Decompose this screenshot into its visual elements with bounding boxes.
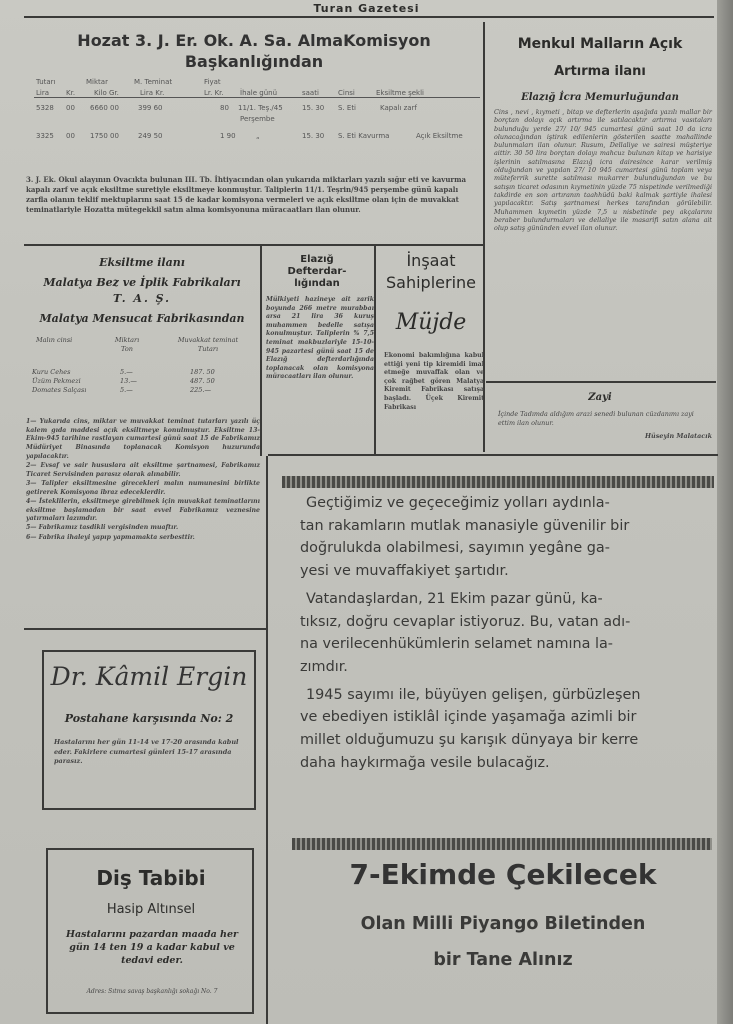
menkul-body: Cins , nevi , kıymeti , bitap ve defterlerin aşağıda yazılı mallar bir borçtan dolayı açık artırma ile satılacaktır artırma vasıtaları bulunduğu yerde 27/ 10/ 945 cumartesi günü saat 10 da icra olunacağından iştirak edilenlerin gösterilen saatte mahallinde bulunmaları ilan olunur. Rusum, Dellaliye ve sairesi müşteriye aittir. 30 50 lira borçtan dolayı mahcuz bulunan kitap ve harisiye işlerinin satılmasına Elazığ icra dairesince karar verilmiş olduğundan ve yapılan 27/ 10 945 cumartesi günü toplam veya müteferrik surette satılması mukarrer bulunduğundan ve bu satışın ticaret odasının kıymetinin yüzde 75 nispetinde verilmediği takdirde en son artıranın taahhüdü baki kalmak şartiyle ihalesi yapılacaktır. Satış şartnamesi herkes tarafından görülebilir. Muhammen kıymetin yüzde 7,5 u nisbetinde pey akçalarını beraber bulundurmaları ve dellaliye ile masarifi satın alana ait olup satış gününden evvel ilan olunur. <box>494 108 712 233</box>
table-cell: 13.— <box>120 377 137 385</box>
table-cell: 5.— <box>120 386 133 394</box>
census-line: doğrulukda olabilmesi, sayımın yegâne ga- <box>300 540 610 557</box>
table-header: Lira <box>36 89 50 97</box>
table-row <box>34 131 484 142</box>
hozat-bottom-rule <box>24 244 484 246</box>
table-cell: 225.— <box>190 386 211 394</box>
table-cell: „ <box>256 132 260 140</box>
top-rule <box>24 16 714 18</box>
table-cell: Açık Eksiltme <box>416 132 463 140</box>
table-cell: 487. 50 <box>190 377 215 385</box>
eksiltme-title: Eksiltme ilanı <box>99 256 185 269</box>
table-cell: 5.— <box>120 368 133 376</box>
eksiltme-paragraph: 2— Evsaf ve sair hususlara ait eksiltme şartnamesi, Fabrikamız Ticaret Servisinden parasız olarak alınabilir. <box>26 462 260 478</box>
census-line: tıksız, doğru cevaplar istiyoruz. Bu, vatan adı- <box>300 613 631 630</box>
piyango-headline: 7-Ekimde Çekilecek <box>349 858 657 891</box>
ad-dis-body: Hastalarını pazardan maada her gün 14 ten 19 a kadar kabul ve tedavi eder. <box>65 929 239 966</box>
table-row <box>34 114 484 125</box>
menkul-title: Menkul Malların Açık <box>517 36 683 52</box>
table-cell: 15. 30 <box>302 132 325 140</box>
piyango-line2: Olan Milli Piyango Biletinden <box>360 914 646 934</box>
table-cell: Perşembe <box>240 115 275 123</box>
table-header: Eksiltme şekli <box>376 89 425 97</box>
zayi-signature: Hüseyin Malatacık <box>645 432 712 440</box>
hozat-head-row2 <box>34 88 484 99</box>
census-paragraph-3 <box>300 684 714 775</box>
table-cell: 11/1. Teş./45 <box>238 104 283 112</box>
table-cell: 6660 00 <box>90 104 119 112</box>
table-header: M. Teminat <box>134 78 173 86</box>
eksiltme-paragraph: 1— Yukarıda cins, miktar ve muvakkat teminat tutarları yazılı üç kalem gıda maddesi açık eksiltmeye konulmuştur. Eksiltme 13-Ekim-945 tarihine rastlayan cumartesi günü saat 15 de Fabrikamız Müdüriyet Binasında toplanacak Komisyon huzurunda yapılacaktır. <box>26 418 260 460</box>
defterdar-title <box>262 254 372 290</box>
eksiltme-table-head <box>30 336 254 356</box>
page-edge-shadow <box>717 0 733 1024</box>
eksiltme-paragraph: 4— İsteklilerin, eksiltmeye girebilmek için muvakkat teminatlarını eksiltme başlamadan bir saat evvel Fabrikamız veznesine yatırmaları lazımdır. <box>26 497 260 523</box>
table-cell: 187. 50 <box>190 368 215 376</box>
menkul-subtitle: Artırma ilanı <box>554 64 646 79</box>
census-line: daha haykırmağa vesile bulacağız. <box>300 754 550 771</box>
defterdar-title-line1: Elazığ <box>300 254 334 265</box>
column-divider-def <box>374 246 376 456</box>
table-header: Lira Kr. <box>140 89 165 97</box>
table-cell: Domates Salçası <box>32 386 87 394</box>
insaat-title-line2: Sahiplerine <box>386 273 476 292</box>
census-paragraph-1 <box>300 492 714 583</box>
table-header: Miktar <box>86 78 108 86</box>
table-header: Muvakkat teminat Tutarı <box>177 336 239 353</box>
table-cell: 00 <box>66 104 75 112</box>
zayi-body: İçinde Tadımda aldığım arazi senedi bulunan cüzdanımı zayi ettim ilan olunur. <box>498 410 694 427</box>
table-cell: S. Eti Kavurma <box>338 132 390 140</box>
menkul-office: Elazığ İcra Memurluğundan <box>521 92 679 103</box>
mid-rule <box>268 454 718 456</box>
piyango-line3: bir Tane Alınız <box>433 950 573 970</box>
table-cell: 249 50 <box>138 132 163 140</box>
table-header: Cinsi <box>338 89 355 97</box>
table-header: Miktarı Ton <box>114 336 140 353</box>
masthead: Turan Gazetesi <box>313 2 420 15</box>
table-cell: Kuru Cehes <box>32 368 71 376</box>
table-header: İhale günü <box>240 89 278 97</box>
table-cell: 5328 <box>36 104 54 112</box>
ad-kamil-address: Postahane karşısında No: 2 <box>64 712 234 725</box>
insaat-title <box>378 250 484 294</box>
table-cell: Üzüm Pekmezi <box>32 377 81 385</box>
table-header: Tutarı <box>36 78 56 86</box>
census-line: Geçtiğimiz ve geçeceğimiz yolları aydınla- <box>306 495 610 511</box>
hozat-title-line1: Hozat 3. J. Er. Ok. A. Sa. AlmaKomisyon <box>77 31 431 50</box>
defterdar-title-line2: Defterdar- <box>287 266 347 277</box>
census-line: 1945 sayımı ile, büyüyen gelişen, gürbüzleşen <box>306 686 641 703</box>
eks-bottom-rule <box>24 628 266 630</box>
eksiltme-body <box>26 418 260 543</box>
census-line: zımdır. <box>300 658 348 675</box>
census-line: na verilecenhükümlerin selamet namına la- <box>300 636 614 653</box>
eksiltme-paragraph: 3— Talipler eksiltmesine girecekleri malın numunesini birlikte getirerek Komisyona ibraz edeceklerdir. <box>26 479 260 496</box>
census-line: yesi ve muvaffakiyet şartıdır. <box>300 563 509 580</box>
piyango-top-bar <box>292 838 712 850</box>
zayi-title: Zayi <box>588 392 612 403</box>
ad-dis-title: Diş Tabibi <box>96 866 206 890</box>
table-header: Kilo Gr. <box>94 89 119 97</box>
insaat-body: Ekonomi bakımlığına kabul ettiği yeni tip kiremidi imal etmeğe muvaffak olan ve çok rağbet gören Malatya Kiremit Fabrikası satışa başladı. Üçek Kiremit Fabrikası <box>384 352 484 411</box>
table-row <box>30 386 254 395</box>
hozat-table <box>34 77 484 142</box>
hozat-title <box>26 30 482 72</box>
hozat-body: 3. J. Ek. Okul alayının Ovacıkta bulunan III. Tb. İhtiyacından olan yukarıda miktarları yazılı sığır eti ve kavurma kapalı zarf ve açık eksiltme suretiyle eksiltmeye konmuştur. Taliplerin 11/1. Teşrin/945 perşembe günü kapalı zarfla olanın teklif mektuplarını saat 15 de kadar komisyona vermeleri ve açık eksiltme olan için de muvakkat teminatlariyle Hozatta mütegekkil satın alma komisyonuna müracaatları ilan olunur. <box>26 175 467 214</box>
eksiltme-company-type: T. A. Ş. <box>112 292 171 305</box>
eksiltme-table <box>30 336 254 395</box>
table-header: Malın cinsi <box>36 336 73 344</box>
column-divider-left <box>266 456 268 1024</box>
zayi-top-rule <box>486 381 716 383</box>
census-line: millet olduğumuzu şu karışık dünyaya bir kerre <box>300 732 639 749</box>
census-line: Vatandaşlardan, 21 Ekim pazar günü, ka- <box>306 590 603 607</box>
ad-kamil-name: Dr. Kâmil Ergin <box>50 662 248 691</box>
table-cell: Kapalı zarf <box>380 104 417 112</box>
insaat-mujde: Müjde <box>395 310 467 335</box>
table-header: Lr. Kr. <box>204 89 224 97</box>
table-row <box>34 103 484 114</box>
table-cell: S. Eti <box>338 104 357 112</box>
census-line: tan rakamların mutlak manasiyle güvenilir bir <box>300 517 630 534</box>
table-cell: 3325 <box>36 132 54 140</box>
eksiltme-factory: Malatya Mensucat Fabrikasından <box>39 312 245 325</box>
insaat-title-line1: İnşaat <box>406 251 456 270</box>
ad-kamil-body: Hastalarını her gün 11-14 ve 17-20 arasında kabul eder. Fakirlere cumartesi günleri 15-17 arasında parasız. <box>54 738 239 765</box>
table-cell: 1750 00 <box>90 132 119 140</box>
ad-dis-address: Adres: Sıtma savaş başkanlığı sokağı No. 7 <box>86 988 218 995</box>
hozat-head-row1 <box>34 77 484 88</box>
table-cell: 399 60 <box>138 104 163 112</box>
census-top-bar <box>282 476 714 488</box>
eksiltme-paragraph: 5— Fabrikamız tasdikli vergisinden muaftır. <box>26 524 179 532</box>
table-cell: 80 <box>220 104 229 112</box>
table-row <box>30 368 254 377</box>
table-header: saati <box>302 89 319 97</box>
table-row <box>30 377 254 386</box>
eksiltme-paragraph: 6— Fabrika ihaleyi yapıp yapmamakta serbesttir. <box>26 533 195 541</box>
eksiltme-company: Malatya Bez ve İplik Fabrikaları <box>43 276 241 289</box>
table-header: Fiyat <box>204 78 221 86</box>
table-cell: 1 90 <box>220 132 236 140</box>
census-paragraph-2 <box>300 588 714 679</box>
defterdar-body: Mülkiyeti hazineye ait zarik boyunda 266 metre murabbaı arsa 21 lira 36 kuruş muhammen bedelle satışa konulmuştur. Taliplerin % 7,5 teminat makbuzlariyle 15-10-945 pazartesi günü saat 15 de Elazığ defterdarlığında toplanacak olan komisyona müracaatları ilan olunur. <box>266 296 374 381</box>
census-text <box>300 492 714 774</box>
table-cell: 00 <box>66 132 75 140</box>
table-header: Kr. <box>66 89 76 97</box>
ad-dis-doctor: Hasip Altınsel <box>106 902 196 917</box>
hozat-title-line2: Başkanlığından <box>184 52 324 71</box>
census-line: ve ebediyen istiklâl içinde yaşamağa azimli bir <box>300 709 637 726</box>
table-cell: 15. 30 <box>302 104 325 112</box>
defterdar-title-line3: lığından <box>294 278 340 289</box>
